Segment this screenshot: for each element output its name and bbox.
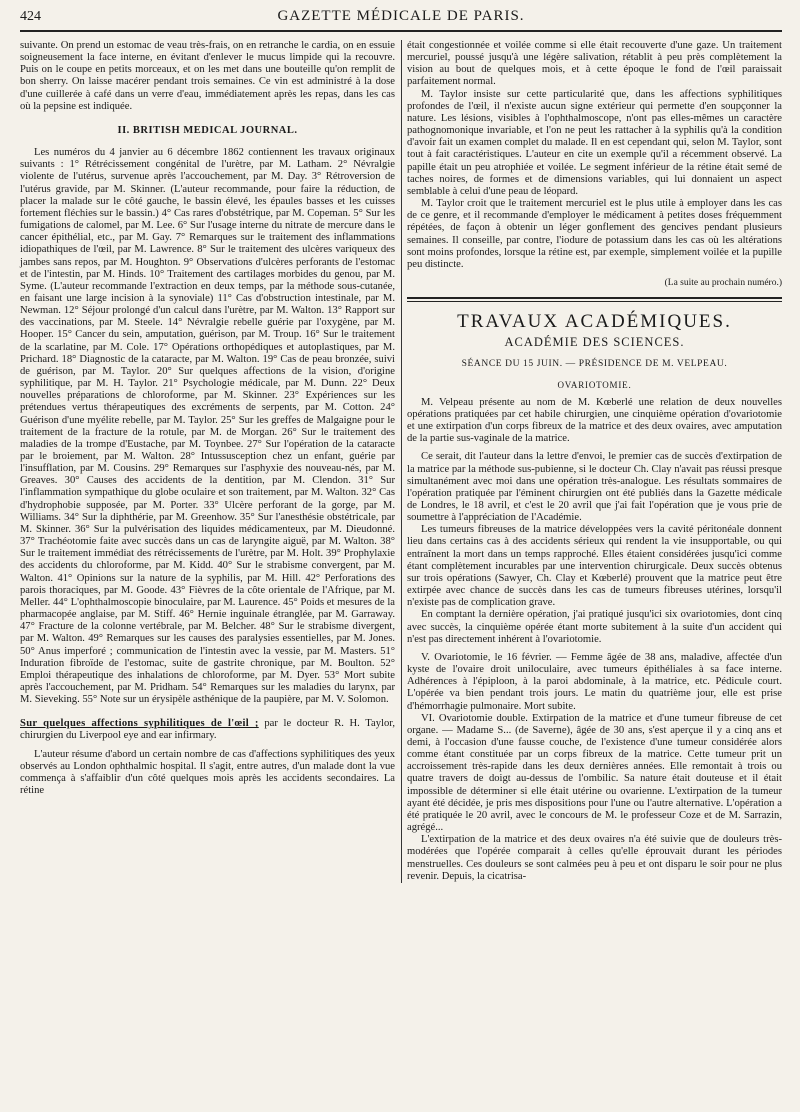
paragraph-5: Ce serait, dit l'auteur dans la lettre d'envoi, le premier cas de succès d'extirpation de la matrice par la méthode sus-pubienne, si le docteur Ch. Clay n'avait pas réussi presque simultanément avec moi dans une opération très-analogue. Les résultats sommaires de l'opération pratiquée par l'éminent chirurgien ont été publiés dans la Gazette médicale de Londres, le 18 avril, et c'est le 20 avril que j'ai fait l'opération que je vous prie de soumettre à l'appréciation de l'Académie.	[407, 451, 782, 524]
paragraph-3: M. Taylor croit que le traitement mercuriel est le plus utile à employer dans les cas de ce genre, et il recommande d'employer le médicament à petites doses fréquemment répétées, de façon à obtenir un léger gonflement des gencives pendant plusieurs semaines. Il conseille, par contre, l'iodure de potassium dans les cas où les altérations sont moins profondes, lorsque la rétine est, par exemple, simplement voilée et la pupille peu distincte.	[407, 198, 782, 270]
academy-title: ACADÉMIE DES SCIENCES.	[504, 335, 685, 350]
journal-title: GAZETTE MÉDICALE DE PARIS.	[277, 8, 525, 24]
section-rule-thin	[407, 301, 782, 302]
paragraph-2: M. Taylor insiste sur cette particularité que, dans les affections syphilitiques profondes de l'œil, il n'existe aucun signe extérieur qui permette d'en soupçonner la nature. Les lésions, visibles à l'ophthalmoscope, n'ont pas elles-mêmes un caractère pathognomonique invariable, et l'on ne peut les rattacher à la syphilis qu'à la condition d'avoir fait un examen complet du malade. Il en est cependant qui, selon M. Taylor, sont tout à fait caractéristiques. L'auteur en cite un exemple qu'il a récemment observé. La papille était un peu atrophiée et voilée. Le segment inférieur de la rétine était semé de taches noires, de formes et de dimensions variables, qui lui donnaient un aspect semblable à celui d'une peau de léopard.	[407, 88, 782, 197]
article-title: Sur quelques affections syphilitiques de l'œil ;	[20, 718, 259, 730]
right-column	[407, 40, 782, 883]
paragraph-4: M. Velpeau présente au nom de M. Kœberlé une relation de deux nouvelles opérations pratiquées par cet habile chirurgien, une cinquième opération d'ovariotomie et une extirpation d'un corps fibreux de la matrice et des deux ovaires, avec amputation de la partie sus-vaginale de la matrice.	[407, 396, 782, 445]
paragraph-6: Les tumeurs fibreuses de la matrice développées vers la cavité péritonéale donnent lieu dans certains cas à des accidents sérieux qui rendent la vie insupportable, ou qui entraînent la mort dans un temps rapproché. Elles étaient considérées jusqu'ici comme étant complètement incurables par une intervention chirurgicale. Deux succès obtenus sur trois opérations (Sawyer, Ch. Clay et Kœberlé) prouvent que la matrice peut être extirpée avec chance de succès dans les cas de tumeurs fibreuses utérines, lorsqu'il n'existe pas de complication grave.	[407, 524, 782, 609]
page-header	[20, 8, 782, 32]
ovariotomie-title: OVARIOTOMIE.	[557, 379, 632, 390]
page-number: 424	[20, 9, 41, 24]
paragraph-10: L'extirpation de la matrice et des deux ovaires n'a été suivie que de douleurs très-modérées que l'opérée comparait à celles qu'elle éprouvait durant les périodes menstruelles. Ces douleurs se sont calmées peu à peu et ont disparu le soir pour ne plus revenir. Depuis, la cicatrisa-	[407, 834, 782, 882]
bmj-paragraph: Les numéros du 4 janvier au 6 décembre 1862 contiennent les travaux originaux suivants : 1° Rétrécissement congénital de l'urètre, par M. Latham. 2° Névralgie violente de l'utérus, survenue après l'accouchement, par M. Day. 3° Rétroversion de l'utérus gravide, par M. Skinner. (L'auteur recommande, pour faire la réduction, de placer la malade sur le côté gauche, le bassin élevé, les épaules basses et les cuisses fortement fléchies sur le bassin.) 4° Cas rares d'obstétrique, par M. Copeman. 5° Sur les fumigations de calomel, par M. Lee. 6° Sur l'usage interne du nitrate de mercure dans le cancer épithélial, etc., par M. Gay. 7° Remarques sur le traitement des inflammations idiopathiques de l'œil, par M. Lawrence. 8° Sur le traitement des ulcères variqueux des jambes sans repos, par M. Houghton. 9° Observations d'ulcères perforants de l'estomac et de l'intestin, par M. Hinds. 10° Traitement des cartilages morbides du genou, par M. Syme. (L'auteur recommande l'extraction en deux temps, par la méthode sous-cutanée, en faisant une large incision à la synoviale) 11° Cas d'obstruction intestinale, par M. Newman. 12° Séjour prolongé d'un calcul dans l'urètre, par M. Walton. 13° Rapport sur des vaccinations, par M. Steele. 14° Névralgie rebelle guérie par l'oxygène, par M. Hooper. 15° Cancer du sein, amputation, guérison, par M. Troup. 16° Sur le traitement de la scarlatine, par M. Cole. 17° Opérations orthopédiques et autoplastiques, par M. Prichard. 18° Diagnostic de la cataracte, par M. Walton. 19° Cas de peau bronzée, suivi de guérison, par M. Taylor. 20° Sur quelques affections de la vision, d'origine syphilitique, par M. H. Taylor. 21° Psychologie médicale, par M. Dunn. 22° Deux nouvelles préparations de chloroforme, par M. Skinner. 23° Expériences sur les prétendues vertus thérapeutiques des excréments de serpents, par M. Cotton. 24° Guérison d'une myélite rebelle, par M. Taylor. 25° Sur les greffes de Malgaigne pour le traitement de la fracture de la rotule, par M. de Morgan. 26° Sur le traitement des maladies de la trompe d'Eustache, par M. Toynbee. 27° Sur l'opération de la cataracte par le broiement, par M. Walton. 28° Intussusception chez un enfant, guérie par l'insufflation, par M. Cousins. 29° Remarques sur l'asphyxie des nouveau-nés, par M. Greaves. 30° Causes des accidents de la dentition, par M. Clendon. 31° Sur l'inflammation sympathique du globe oculaire et son traitement, par M. Walton. 32° Cas d'hydrophobie supposée, par M. Porter. 33° Ulcère perforant de la gorge, par M. Williams. 34° Sur la diphthérie, par M. Greenhow. 35° Sur l'anesthésie obstétricale, par M. Skinner. 36° Sur la pulvérisation des liquides médicamenteux, par M. Dieudonné. 37° Trachéotomie faite avec succès dans un cas de laryngite aiguë, par M. Walton. 38° Sur le traitement immédiat des rétrécissements de l'urètre, par M. Holt. 39° Prophylaxie des accidents du chloroforme, par M. Kidd. 40° Sur le strabisme convergent, par M. Walton. 41° Opinions sur la nature de la syphilis, par M. Hill. 42° Perforations des parois thoraciques, par M. Goode. 43° Fièvres de la côte orientale de l'Afrique, par M. Meller. 44° L'ophthalmoscopie binoculaire, par M. Laurence. 45° Poids et mesures de la pharmacopée anglaise, par M. Stiff. 46° Hernie inguinale étranglée, par M. Garraway. 47° Fracture de la colonne vertébrale, par M. Belcher. 48° Sur le strabisme divergent, par M. Walton. 49° Remarques sur les causes des paralysies essentielles, par M. Jones. 50° Anus imperforé ; communication de l'intestin avec la vessie, par M. Masters. 51° Induration fibroïde de l'estomac, suite de gastrite chronique, par M. Boulton. 52° Emploi thérapeutique des inhalations de chloroforme, par M. Dyer. 53° Mort subite après l'accouchement, par M. Pridham. 54° Remarques sur les maladies du larynx, par M. Sieveking. 55° Note sur un érysipèle asthénique de la paupière, par M. V. Solomon.	[20, 147, 395, 706]
two-column-body	[20, 40, 782, 883]
article-byline: par le docteur R. H. Taylor, chirurgien du Liverpool eye and ear infirmary.	[20, 718, 395, 742]
travaux-title: TRAVAUX ACADÉMIQUES.	[457, 311, 732, 333]
paragraph-9: VI. Ovariotomie double. Extirpation de la matrice et d'une tumeur fibreuse de cet organe. — Madame S... (de Saverne), âgée de 30 ans, s'est aperçue il y a cinq ans et demi, à l'occasion d'une fausse couche, de l'existence d'une tumeur considérée alors comme étant constituée par un corps fibreux de la matrice. Cette tumeur prit un accroissement très-rapide dans les deux dernières années. Elle remontait à trois ou quatre travers de doigt au-dessus de l'ombilic. Sa nature était douteuse et il était impossible de déterminer si elle était utérine ou ovarienne. L'extirpation de la tumeur ayant été décidée, je pris mes dispositions pour l'une ou l'autre alternative. L'opération a été pratiquée le 20 avril, avec le concours de M. le professeur Coze et de M. Sarrazin, agrégé...	[407, 712, 782, 834]
continuation-note: (La suite au prochain numéro.)	[664, 277, 782, 288]
article-heading	[20, 718, 395, 742]
article-paragraph: L'auteur résume d'abord un certain nombre de cas d'affections syphilitiques des yeux observés au London ophthalmic hospital. Il s'agit, entre autres, d'un malade dont la vue commença à s'affaiblir d'un côté quelques mois après les accidents secondaires. La rétine	[20, 748, 395, 797]
intro-paragraph: suivante. On prend un estomac de veau très-frais, on en retranche le cardia, on en essuie soigneusement la face interne, en évitant d'enlever le mucus limpide qui la recouvre. Puis on le coupe en petits morceaux, et on les met dans une bouteille qu'on remplit de bon sherry. On laisse macérer pendant trois semaines. Ce vin est administré à la dose d'une cuillerée à café dans un verre d'eau, immédiatement après les repas, dans les cas où la pepsine est indiquée.	[20, 40, 395, 112]
seance-line: SÉANCE DU 15 JUIN. — PRÉSIDENCE DE M. VELPEAU.	[461, 359, 728, 370]
paragraph-7: En comptant la dernière opération, j'ai pratiqué jusqu'ici six ovariotomies, dont cinq avec succès, la cinquième opérée étant morte subitement à la suite d'un accident qui n'est pas directement inhérent à l'ovariotomie.	[407, 609, 782, 645]
section-rule	[407, 297, 782, 299]
paragraph-1: était congestionnée et voilée comme si elle était recouverte d'une gaze. Un traitement mercuriel, poussé jusqu'à une légère salivation, rétablit à peu près complètement la vision au bout de quelques mois, et à cette époque le fond de l'œil paraissait parfaitement normal.	[407, 40, 782, 88]
left-column	[20, 40, 395, 883]
section-title: II. BRITISH MEDICAL JOURNAL.	[117, 124, 298, 136]
paragraph-8: V. Ovariotomie, le 16 février. — Femme âgée de 38 ans, maladive, affectée d'un kyste de l'ovaire droit uniloculaire, avec tumeurs épithéliales à sa face interne. Adhérences à l'épiploon, à la paroi abdominale, à la matrice, etc. Pédicule court. L'opérée va bien pendant trois jours. Le matin du quatrième jour, elle est prise d'hémorrhagie pulmonaire. Mort subite.	[407, 651, 782, 712]
column-divider	[401, 40, 402, 883]
